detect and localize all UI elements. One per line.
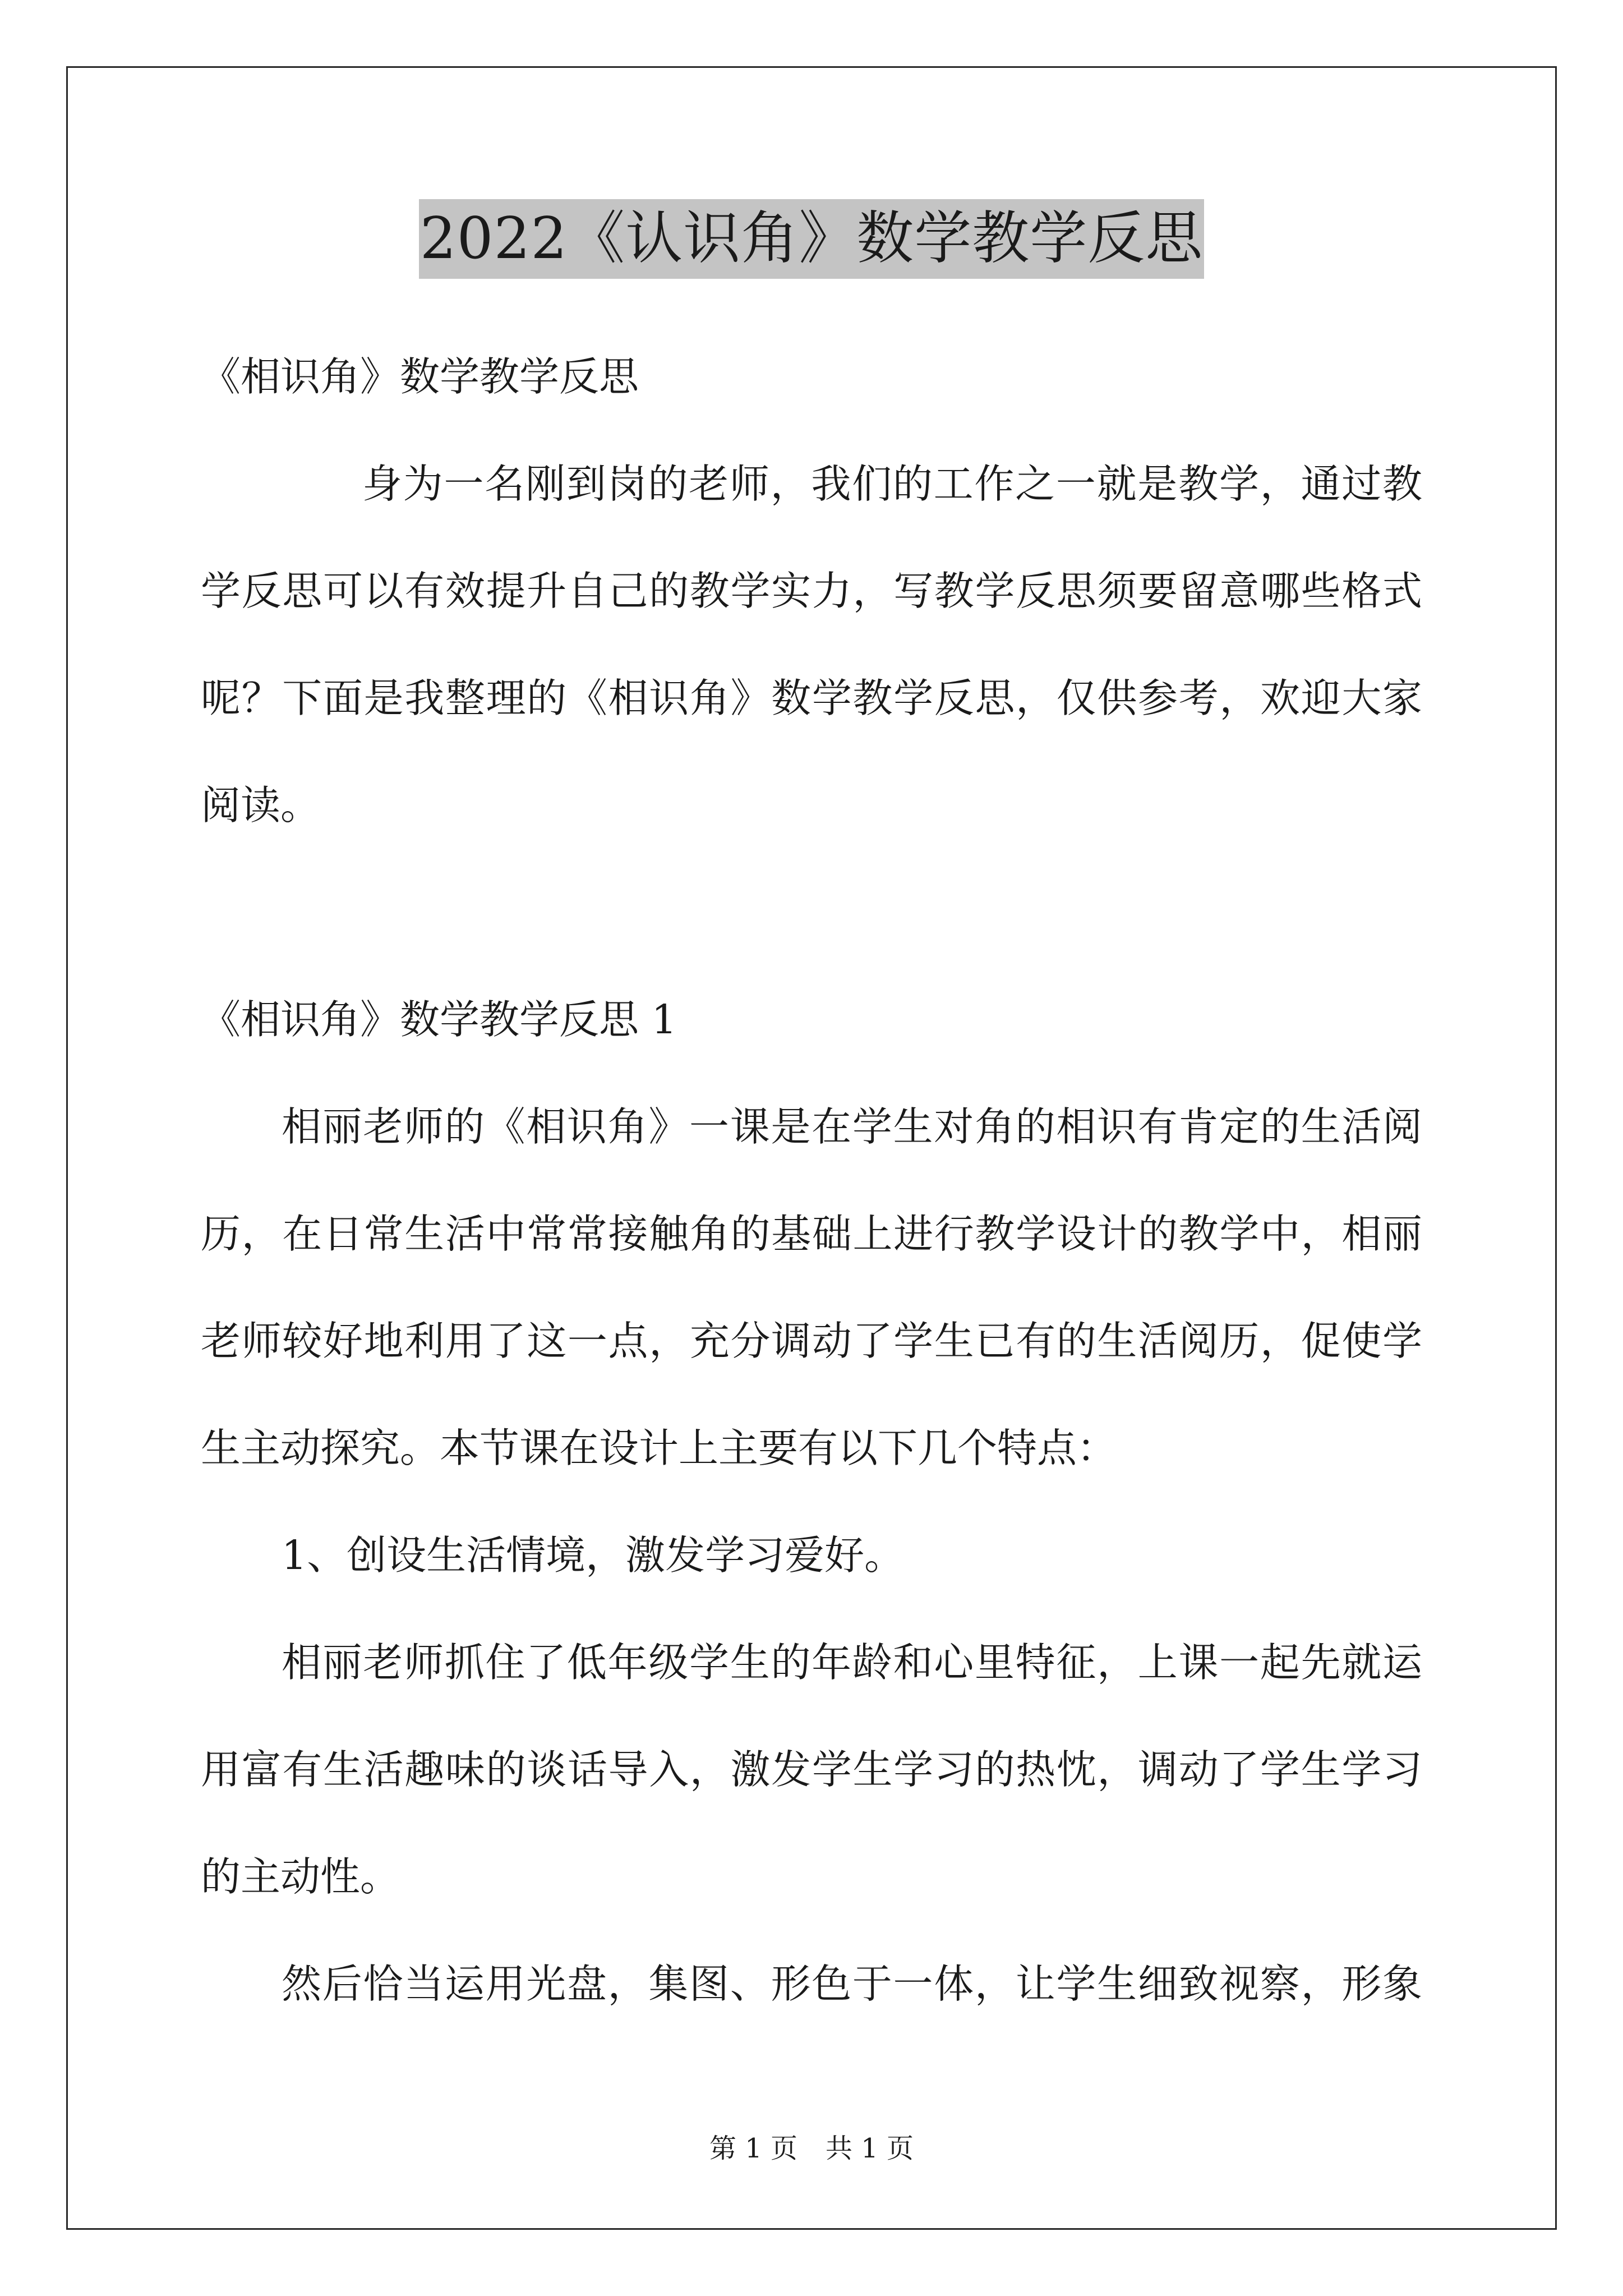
para2-line-3: 的主动性。 bbox=[201, 1853, 400, 1900]
intro-line-3: 呢？下面是我整理的《相识角》数学教学反思，仅供参考，欢迎大家 bbox=[201, 675, 1422, 721]
para1-line-3: 老师较好地利用了这一点，充分调动了学生已有的生活阅历，促使学 bbox=[201, 1318, 1422, 1364]
para1-line-2: 历，在日常生活中常常接触角的基础上进行教学设计的教学中，相丽 bbox=[201, 1211, 1422, 1257]
page-total: 共 1 页 bbox=[826, 2133, 914, 2164]
page-footer bbox=[0, 2132, 1623, 2165]
document-title: 2022《认识角》数学教学反思 bbox=[419, 199, 1205, 279]
para1-line-1: 相丽老师的《相识角》一课是在学生对角的相识有肯定的生活阅 bbox=[282, 1103, 1422, 1150]
intro-line-4: 阅读。 bbox=[201, 782, 321, 829]
point-1: 1、创设生活情境，激发学习爱好。 bbox=[282, 1532, 905, 1579]
para2-line-2: 用富有生活趣味的谈话导入，激发学生学习的热忱，调动了学生学习 bbox=[201, 1746, 1422, 1793]
title-container bbox=[0, 199, 1623, 279]
intro-line-1: 身为一名刚到岗的老师，我们的工作之一就是教学，通过教 bbox=[362, 461, 1422, 507]
section-heading: 《相识角》数学教学反思 1 bbox=[201, 996, 677, 1043]
document-subtitle: 《相识角》数学教学反思 bbox=[201, 353, 639, 400]
para1-line-4: 生主动探究。本节课在设计上主要有以下几个特点： bbox=[201, 1425, 1117, 1471]
page-number: 第 1 页 bbox=[709, 2133, 797, 2164]
para3-line-1: 然后恰当运用光盘，集图、形色于一体，让学生细致视察，形象 bbox=[282, 1961, 1422, 2007]
intro-line-2: 学反思可以有效提升自己的教学实力，写教学反思须要留意哪些格式 bbox=[201, 568, 1422, 614]
para2-line-1: 相丽老师抓住了低年级学生的年龄和心里特征，上课一起先就运 bbox=[282, 1639, 1422, 1686]
